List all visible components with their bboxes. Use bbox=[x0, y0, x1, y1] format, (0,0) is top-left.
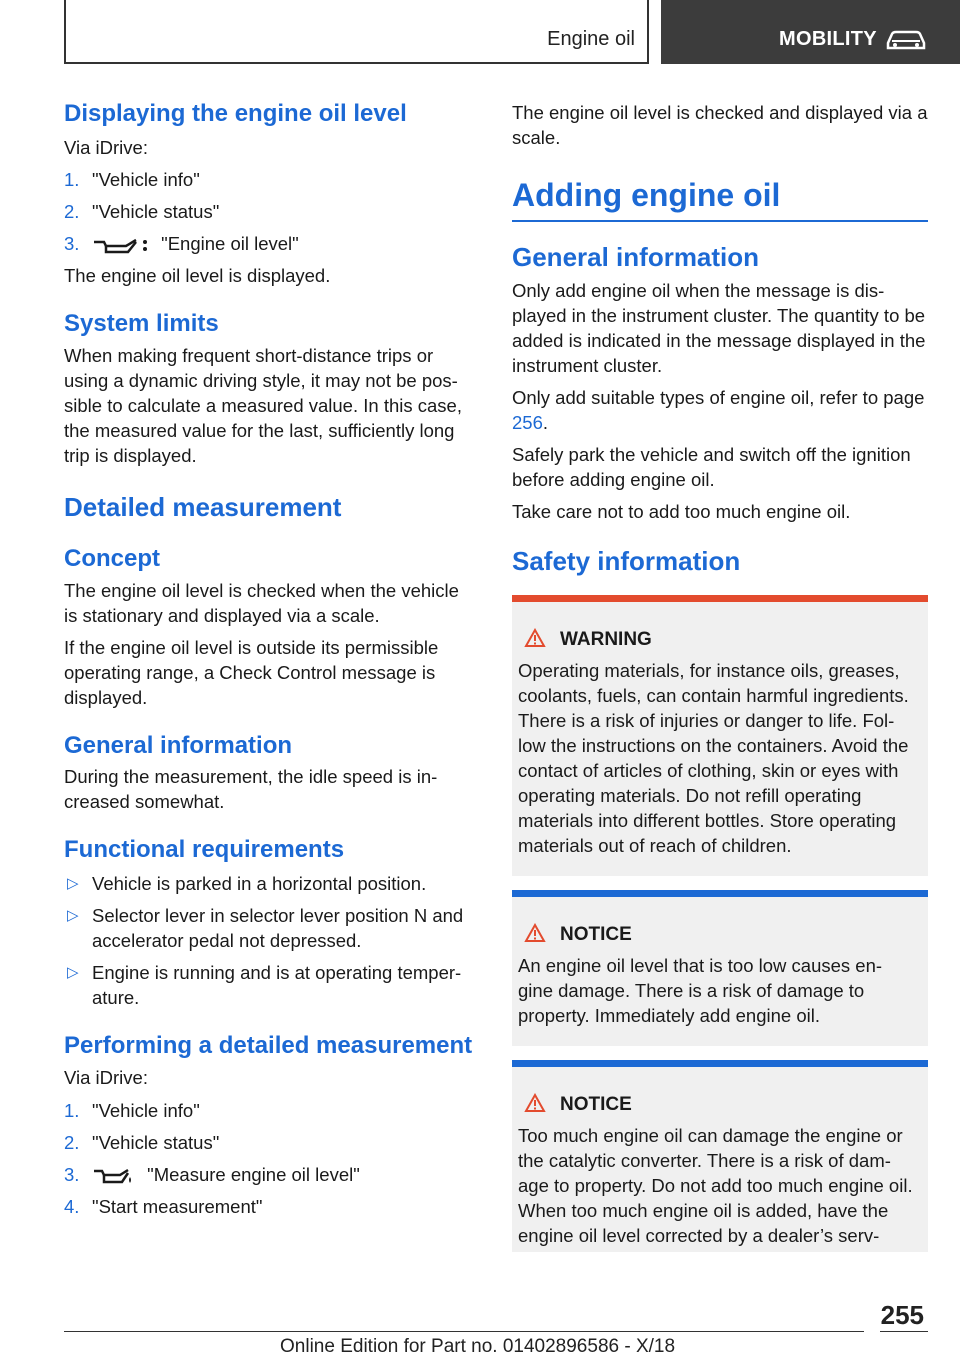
warning-title: WARNING bbox=[560, 628, 652, 650]
notice-header-2 bbox=[518, 1093, 922, 1117]
list-item: 4. "Start measurement" bbox=[64, 1195, 263, 1217]
list-item: 3. "Engine oil level" bbox=[64, 232, 299, 254]
header-chapter-tab bbox=[661, 0, 960, 64]
triangle-bullet-icon: ▷ bbox=[67, 875, 79, 893]
section-title: Engine oil bbox=[547, 28, 635, 50]
general-text-2: Only add suitable types of engine oil, refer to page 256. bbox=[512, 386, 925, 433]
adding-heading: Adding engine oil bbox=[512, 177, 781, 213]
notice-triangle-icon bbox=[524, 923, 546, 943]
list-item: ▷ Engine is running and is at operating temper- ature. bbox=[67, 962, 462, 1009]
notice-text-1: An engine oil level that is too low causes en- gine damage. There is a risk of damage to property. Immediately add engine oil. bbox=[518, 954, 883, 1026]
adding-heading-wrap bbox=[512, 176, 928, 222]
general-text-1: Only add engine oil when the message is dis- played in the instrument cluster. The quantity to be added is indicated in the message displayed in the instrument cluster. bbox=[512, 279, 926, 376]
list-item: ▷ Selector lever in selector lever position N and accelerator pedal not depressed. bbox=[67, 905, 464, 952]
general-heading-left: General information bbox=[64, 731, 293, 759]
car-icon bbox=[886, 29, 926, 51]
general-text-left: During the measurement, the idle speed is in- creased somewhat. bbox=[64, 766, 438, 813]
display-heading: Displaying the engine oil level bbox=[64, 100, 407, 127]
oil-can-icon bbox=[92, 1167, 136, 1185]
header-left-panel bbox=[64, 0, 649, 64]
triangle-bullet-icon: ▷ bbox=[67, 907, 79, 925]
oil-level-icon bbox=[92, 236, 150, 254]
concept-heading: Concept bbox=[64, 544, 160, 572]
display-via: Via iDrive: bbox=[64, 136, 148, 158]
general-text-3: Safely park the vehicle and switch off the ignition before adding engine oil. bbox=[512, 443, 911, 490]
general-text-4: Take care not to add too much engine oil. bbox=[512, 500, 851, 522]
intro-text: The engine oil level is checked and displayed via a scale. bbox=[512, 102, 928, 148]
warning-text: Operating materials, for instance oils, greases, coolants, fuels, can contain harmful ingredients. There is a risk of injuries or danger to life. Fol- low the instructions on the containers. Avoid the contact of articles of clothing, skin or eyes with operating materials. Do not refill operating materials into different bottles. Store operating materials out of reach of children. bbox=[518, 659, 909, 856]
notice-header-1 bbox=[518, 923, 922, 947]
list-item: 3. "Measure engine oil level" bbox=[64, 1163, 360, 1185]
func-heading: Functional requirements bbox=[64, 836, 345, 864]
chapter-title: MOBILITY bbox=[779, 28, 877, 50]
footer-divider-right bbox=[880, 1331, 928, 1332]
concept-text-2: If the engine oil level is outside its permissible operating range, a Check Control message is displayed. bbox=[64, 636, 439, 708]
func-requirements-list bbox=[64, 871, 476, 1010]
display-steps bbox=[64, 167, 476, 256]
notice-box-2 bbox=[512, 1060, 928, 1252]
limits-text: When making frequent short-distance trips or using a dynamic driving style, it may not be pos- sible to calculate a measured value. In this case, the measured value for the last, sufficiently long trip is displayed. bbox=[64, 344, 462, 466]
perform-heading: Performing a detailed measurement bbox=[64, 1032, 473, 1060]
list-item: 1. "Vehicle info" bbox=[64, 168, 200, 190]
limits-heading: System limits bbox=[64, 309, 219, 337]
detailed-heading: Detailed measurement bbox=[64, 491, 342, 522]
triangle-bullet-icon: ▷ bbox=[67, 964, 79, 982]
list-item: 2. "Vehicle status" bbox=[64, 1131, 220, 1153]
notice-text-2: Too much engine oil can damage the engine or the catalytic converter. There is a risk of dam- age to property. Do not add too much engine oil. When too much engine oil is added, have the engine oil level corrected by a dealer’s serv- bbox=[518, 1124, 913, 1246]
list-item: 1. "Vehicle info" bbox=[64, 1099, 200, 1121]
footer-edition: Online Edition for Part no. 01402896586 - X/18 bbox=[280, 1336, 676, 1357]
right-column bbox=[512, 100, 928, 1252]
perform-steps bbox=[64, 1098, 476, 1219]
warning-triangle-icon bbox=[524, 628, 546, 648]
list-item: ▷ Vehicle is parked in a horizontal position. bbox=[67, 873, 427, 895]
safety-heading: Safety information bbox=[512, 545, 741, 576]
page-link[interactable]: 256 bbox=[512, 411, 543, 433]
concept-text-1: The engine oil level is checked when the vehicle is stationary and displayed via a scale. bbox=[64, 579, 459, 626]
footer-divider bbox=[64, 1331, 864, 1332]
list-item: 2. "Vehicle status" bbox=[64, 200, 220, 222]
notice-box-1 bbox=[512, 890, 928, 1046]
left-column bbox=[64, 100, 476, 1219]
warning-header bbox=[518, 628, 922, 652]
notice-title-2: NOTICE bbox=[560, 1093, 632, 1115]
general-heading-right: General information bbox=[512, 242, 760, 273]
warning-box bbox=[512, 595, 928, 876]
notice-triangle-icon bbox=[524, 1093, 546, 1113]
perform-via: Via iDrive: bbox=[64, 1066, 148, 1088]
notice-title-1: NOTICE bbox=[560, 923, 632, 945]
display-result: The engine oil level is displayed. bbox=[64, 264, 331, 286]
page-number: 255 bbox=[880, 1300, 924, 1330]
